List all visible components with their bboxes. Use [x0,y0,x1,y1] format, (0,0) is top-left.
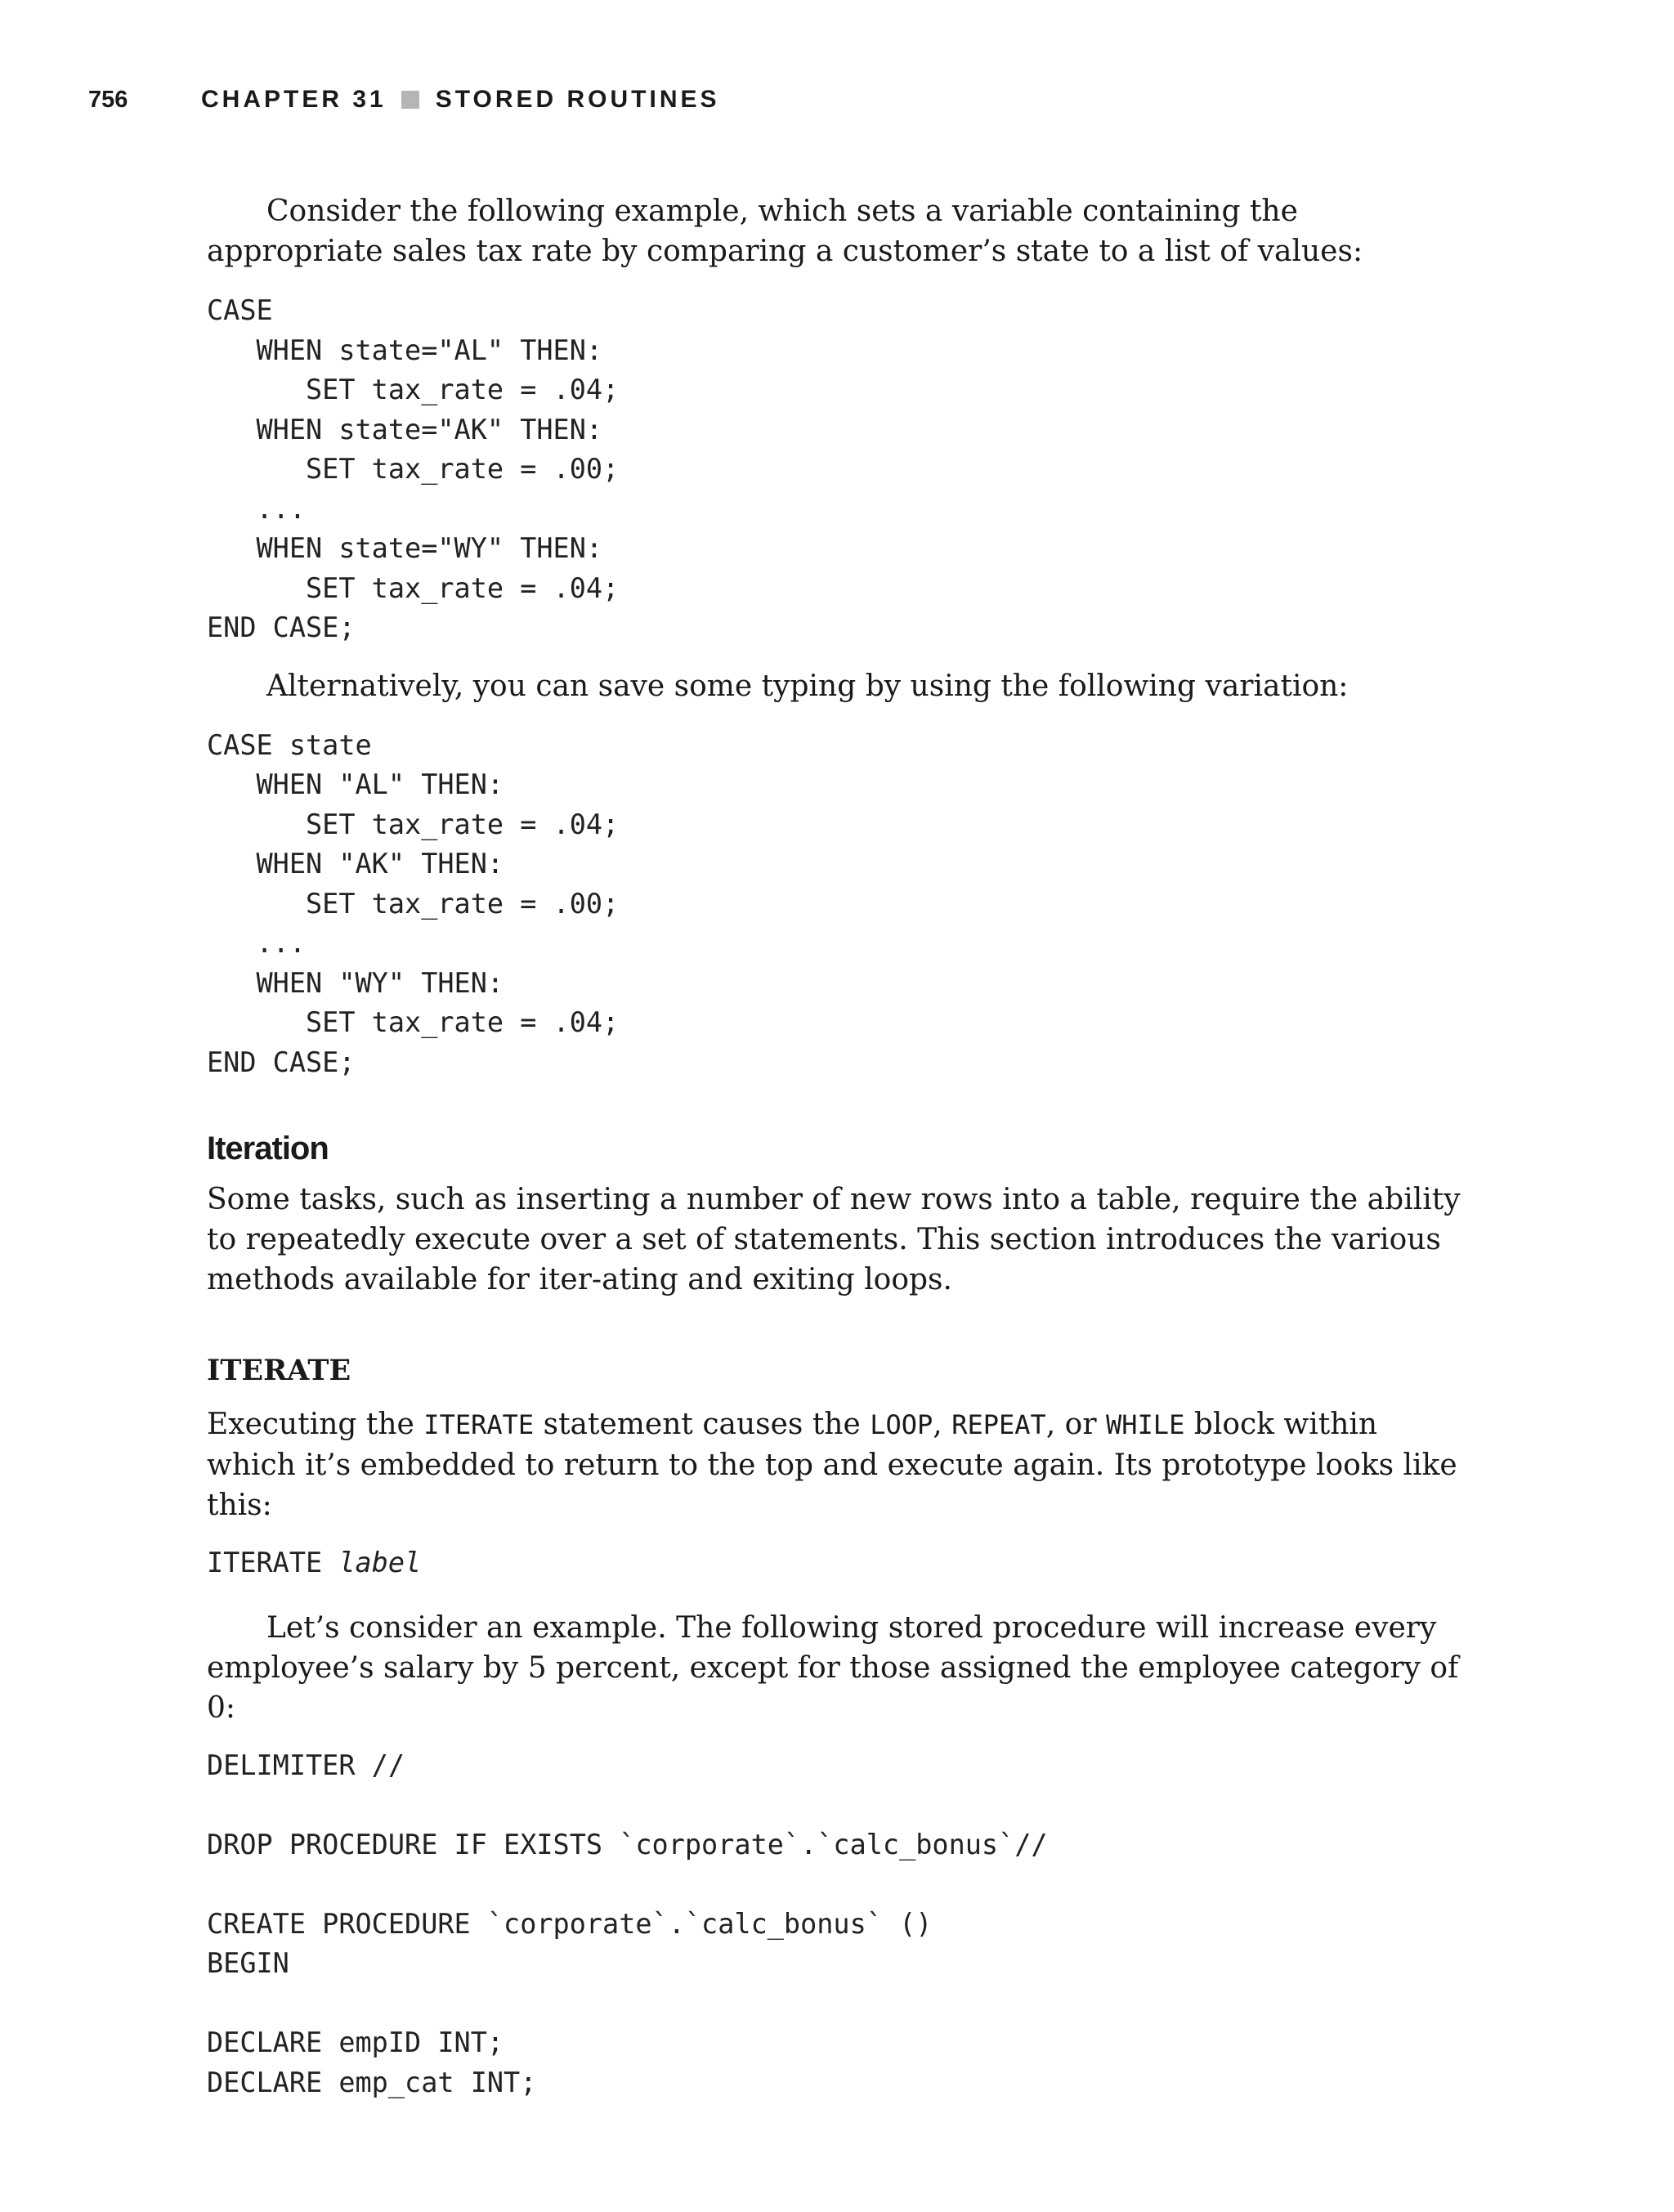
prototype-argument: label [338,1547,422,1578]
text-run: block within which it’s embedded to return to the top and execute again. Its prototype looks like this: [207,1408,1457,1522]
inline-code-while: WHILE [1106,1409,1185,1440]
square-bullet-icon [401,91,419,109]
chapter-number: CHAPTER 31 [201,86,387,113]
section-heading-iteration: Iteration [207,1131,329,1166]
inline-code-repeat: REPEAT [951,1409,1046,1440]
paragraph-example-intro: Let’s consider an example. The following stored procedure will increase every employee’s salary by 5 percent, except for those assigned the employee category of 0: [207,1610,1459,1725]
inline-code-iterate: ITERATE [423,1409,535,1440]
code-block-case-example: CASE WHEN state="AL" THEN: SET tax_rate = .04; WHEN state="AK" THEN: SET tax_rate = .00; ... WHEN state="WY" THEN: SET tax_rate = .04; END CASE; [207,294,620,643]
prototype-keyword: ITERATE [207,1547,323,1578]
text-run: , [933,1408,952,1441]
page-number: 756 [88,86,128,113]
subsection-heading-iterate: ITERATE [207,1354,351,1387]
page-body [207,191,1466,2102]
text-run: statement causes the [534,1408,871,1441]
running-header [88,82,720,118]
paragraph-iterate-description [207,1404,1466,1525]
inline-code-loop: LOOP [870,1409,933,1440]
paragraph-alternative: Alternatively, you can save some typing by using the following variation: [266,669,1349,703]
paragraph-intro-case: Consider the following example, which sets a variable containing the appropriate sales tax rate by comparing a customer’s state to a list of values: [207,195,1363,268]
code-block-calc-bonus: DELIMITER // DROP PROCEDURE IF EXISTS `corporate`.`calc_bonus`// CREATE PROCEDURE `corporate`.`calc_bonus` () BEGIN DECLARE empID INT; DECLARE emp_cat INT; [207,1749,1048,2098]
code-prototype-iterate [207,1543,1466,1583]
text-run: Executing the [207,1408,424,1441]
paragraph-iteration-intro: Some tasks, such as inserting a number of new rows into a table, require the ability to repeatedly execute over a set of statements. This section introduces the various methods available for iter-ating and exiting loops. [207,1183,1461,1296]
code-block-case-variation: CASE state WHEN "AL" THEN: SET tax_rate = .04; WHEN "AK" THEN: SET tax_rate = .00; ... WHEN "WY" THEN: SET tax_rate = .04; END CASE; [207,728,620,1078]
text-run: , or [1045,1408,1106,1441]
chapter-title [201,86,720,114]
chapter-name: STORED ROUTINES [435,86,720,113]
